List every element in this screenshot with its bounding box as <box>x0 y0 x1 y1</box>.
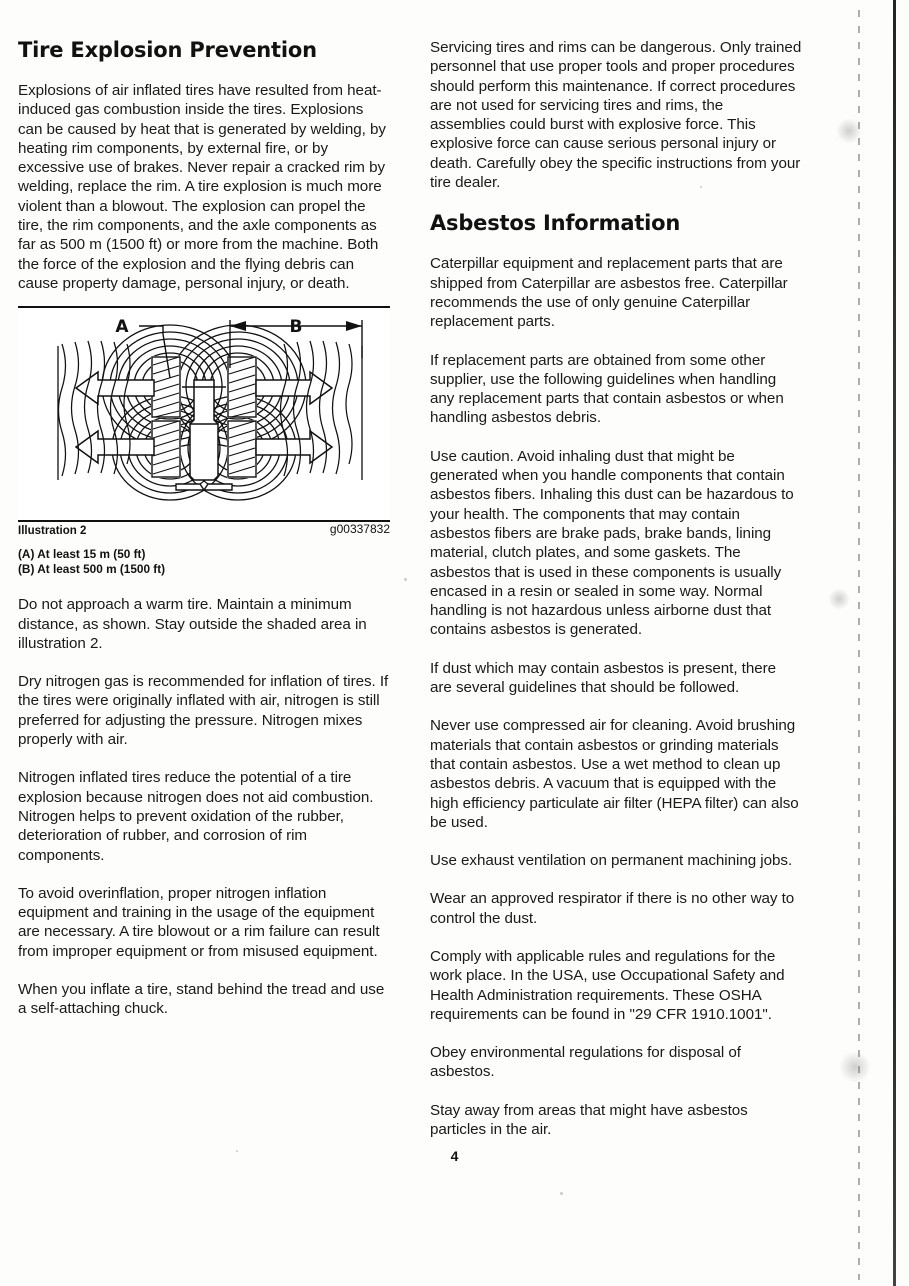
right-column <box>430 38 802 1139</box>
paragraph-use-caution: Use caution. Avoid inhaling dust that might be generated when you handle components that contain asbestos fibers. Inhaling this dust can be hazardous to your health. The components that may contain asbestos fibers are brake pads, brake bands, lining material, clutch plates, and some gaskets. The asbestos that is used in these components is usually encased in a resin or sealed in some way. Normal handling is not hazardous unless airborne dust that contains asbestos is generated. <box>430 447 794 639</box>
paragraph-exhaust-ventilation: Use exhaust ventilation on permanent machining jobs. <box>430 852 793 870</box>
paragraph-caterpillar-parts: Caterpillar equipment and replacement parts that are shipped from Caterpillar are asbestos free. Caterpillar recommends the use of only genuine Caterpillar replacement parts. <box>430 255 788 331</box>
paragraph-other-supplier: If replacement parts are obtained from some other supplier, use the following guidelines when handling any replacement parts that contain asbestos or when handling asbestos debris. <box>430 351 784 427</box>
paragraph-tire-explosion-intro: Explosions of air inflated tires have resulted from heat-induced gas combustion inside the tires. Explosions can be caused by heat that is generated by welding, by heating rim components, by external fire, or by excessive use of brakes. Never repair a cracked rim by welding, replace the rim. A tire explosion is much more violent than a blowout. The explosion can propel the tire, the rim components, and the axle components as far as 500 m (1500 ft) or more from the machine. Both the force of the explosion and the flying debris can cause property damage, personal injury, or death. <box>18 82 386 292</box>
illustration-id: g00337832 <box>329 522 390 537</box>
callout-label-a: A <box>115 317 129 338</box>
scan-edge-artifact <box>893 0 896 1286</box>
section-heading-asbestos: Asbestos Information <box>430 211 681 236</box>
illustration-2-block <box>18 306 390 576</box>
legend-item-a: (A) At least 15 m (50 ft) <box>18 547 146 562</box>
scan-speck <box>560 1192 563 1195</box>
illustration-caption-line <box>18 522 390 542</box>
paragraph-osha-compliance: Comply with applicable rules and regulations for the work place. In the USA, use Occupational Safety and Health Administration requirements. These OSHA requirements can be found in "29 CFR 1910.1001". <box>430 947 785 1023</box>
paragraph-self-attaching-chuck: When you inflate a tire, stand behind the tread and use a self-attaching chuck. <box>18 981 385 1018</box>
section-heading-tire-explosion: Tire Explosion Prevention <box>18 38 317 62</box>
scan-smudge <box>840 1050 870 1084</box>
paragraph-overinflation: To avoid overinflation, proper nitrogen inflation equipment and training in the usage of the equipment are necessary. A tire blowout or a rim failure can result from improper equipment or from misused equipment. <box>18 884 380 960</box>
paragraph-disposal: Obey environmental regulations for disposal of asbestos. <box>430 1044 741 1081</box>
scan-speck <box>404 578 407 581</box>
page-number: 4 <box>450 1148 459 1164</box>
paragraph-servicing-tires: Servicing tires and rims can be dangerous. Only trained personnel that use proper tools and proper procedures should perform this maintenance. If correct procedures are not used for servicing tires and rims, the assemblies could burst with explosive force. This explosive force can cause serious personal injury or death. Carefully obey the specific instructions from your tire dealer. <box>430 39 802 192</box>
left-column <box>18 38 390 1019</box>
illustration-legend <box>18 547 390 576</box>
paragraph-nitrogen-benefits: Nitrogen inflated tires reduce the potential of a tire explosion because nitrogen does not aid combustion. Nitrogen helps to prevent oxidation of the rubber, deterioration of rubber, and corrosion of rim components. <box>18 769 374 864</box>
tire-explosion-diagram <box>18 308 390 520</box>
paragraph-dust-guidelines: If dust which may contain asbestos is present, there are several guidelines that should be followed. <box>430 659 777 697</box>
callout-label-b: B <box>289 317 303 338</box>
paragraph-warm-tire: Do not approach a warm tire. Maintain a minimum distance, as shown. Stay outside the shaded area in illustration 2. <box>18 596 367 652</box>
paragraph-respirator: Wear an approved respirator if there is no other way to control the dust. <box>430 890 795 927</box>
legend-item-b: (B) At least 500 m (1500 ft) <box>18 561 166 576</box>
illustration-2-figure <box>18 308 390 520</box>
paragraph-dry-nitrogen: Dry nitrogen gas is recommended for inflation of tires. If the tires were originally inflated with air, nitrogen is still preferred for adjusting the pressure. Nitrogen mixes properly with air. <box>18 673 389 749</box>
scan-smudge <box>836 118 862 144</box>
paragraph-compressed-air: Never use compressed air for cleaning. Avoid brushing materials that contain asbestos or grinding materials that contain asbestos. Use a wet method to clean up asbestos debris. A vacuum that is equipped with the high efficiency particulate air filter (HEPA filter) can also be used. <box>430 717 799 831</box>
scan-smudge <box>828 588 850 610</box>
illustration-title: Illustration 2 <box>18 525 87 538</box>
scan-streak-artifact <box>858 10 860 1280</box>
paragraph-stay-away: Stay away from areas that might have asbestos particles in the air. <box>430 1101 748 1139</box>
